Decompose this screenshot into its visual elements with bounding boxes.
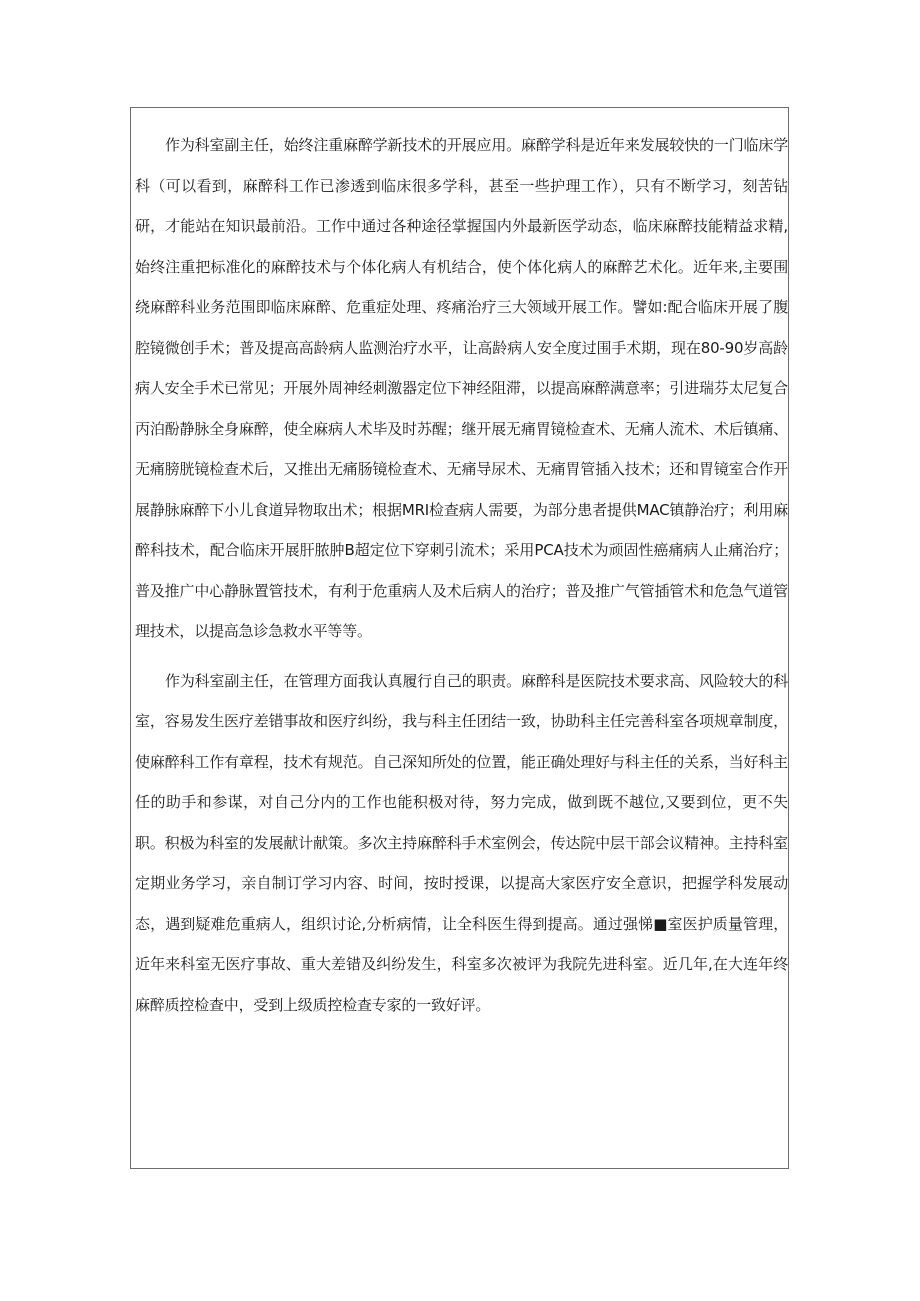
- text-frame: [130, 107, 789, 1169]
- paragraph-new-techniques: 作为科室副主任，始终注重麻醉学新技术的开展应用。麻醉学科是近年来发展较快的一门临床学科（可以看到，麻醉科工作已渗透到临床很多学科，甚至一些护理工作），只有不断学习，刻苦钻研，才能站在知识最前沿。工作中通过各种途径掌握国内外最新医学动态，临床麻醉技能精益求精,始终注重把标准化的麻醉技术与个体化病人有机结合，使个体化病人的麻醉艺术化。近年来,主要围绕麻醉科业务范围即临床麻醉、危重症处理、疼痛治疗三大领域开展工作。譬如:配合临床开展了腹腔镜微创手术；普及提高高龄病人监测治疗水平，让高龄病人安全度过围手术期，现在80-90岁高龄病人安全手术已常见；开展外周神经刺激器定位下神经阻滞，以提高麻醉满意率；引进瑞芬太尼复合丙泊酚静脉全身麻醉，使全麻病人术毕及时苏醒；继开展无痛胃镜检查术、无痛人流术、术后镇痛、无痛膀胱镜检查术后，又推出无痛肠镜检查术、无痛导尿术、无痛胃管插入技术；还和胃镜室合作开展静脉麻醉下小儿食道异物取出术；根据MRI检查病人需要，为部分患者提供MAC镇静治疗；利用麻醉科技术，配合临床开展肝脓肿B超定位下穿刺引流术；采用PCA技术为顽固性癌痛病人止痛治疗；普及推广中心静脉置管技术，有利于危重病人及术后病人的治疗；普及推广气管插管术和危急气道管理技术，以提高急诊急救水平等等。: [135, 136, 788, 640]
- document-body: [135, 125, 788, 1025]
- paragraph-management: 作为科室副主任，在管理方面我认真履行自己的职责。麻醉科是医院技术要求高、风险较大的科室，容易发生医疗差错事故和医疗纠纷，我与科主任团结一致，协助科主任完善科室各项规章制度，使麻醉科工作有章程，技术有规范。自己深知所处的位置，能正确处理好与科主任的关系，当好科主任的助手和参谋，对自己分内的工作也能积极对待，努力完成，做到既不越位,又要到位，更不失职。积极为科室的发展献计献策。多次主持麻醉科手术室例会，传达院中层干部会议精神。主持科室定期业务学习，亲自制订学习内容、时间，按时授课，以提高大家医疗安全意识，把握学科发展动态，遇到疑难危重病人，组织讨论,分析病情，让全科医生得到提高。通过强悌■室医护质量管理，近年来科室无医疗事故、重大差错及纠纷发生，科室多次被评为我院先进科室。近几年,在大连年终麻醉质控检查中，受到上级质控检查专家的一致好评。: [135, 671, 788, 1014]
